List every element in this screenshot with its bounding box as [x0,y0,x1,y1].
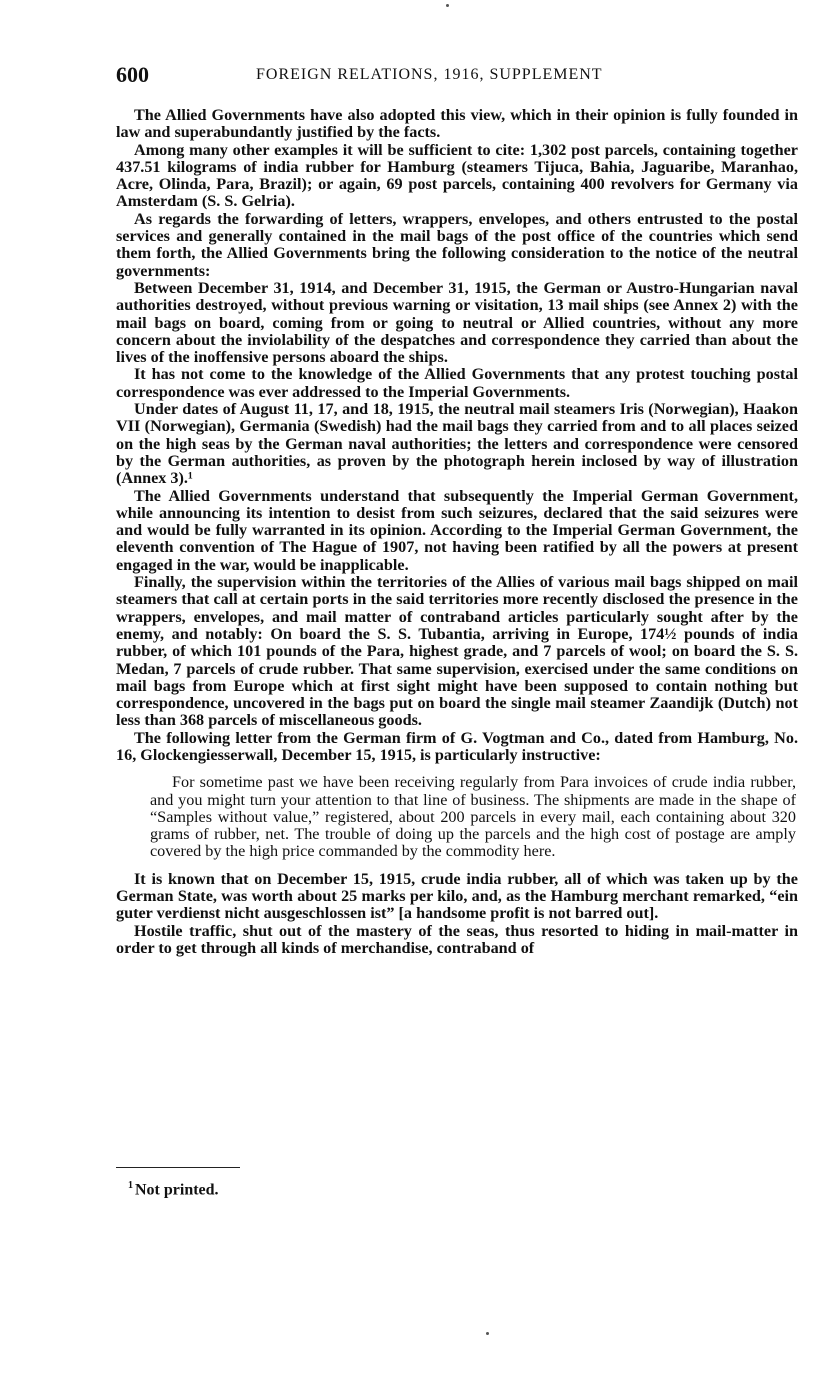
footnote [128,1180,219,1199]
scan-speck [486,1332,489,1335]
page-number: 600 [116,62,149,87]
running-title: FOREIGN RELATIONS, 1916, SUPPLEMENT [256,66,603,83]
footnote-marker: 1 [128,1180,133,1191]
paragraph: It has not come to the knowledge of the Allied Governments that any protest touching postal correspondence was ever addressed to the Imperial Governments. [116,365,798,401]
body-text [116,107,798,957]
paragraph: As regards the forwarding of letters, wrappers, envelopes, and others entrusted to the postal services and generally contained in the mail bags of the post office of the countries which send them forth, the Allied Governments bring the following consideration to the notice of the neutral governments: [116,209,798,280]
paragraph: It is known that on December 15, 1915, crude india rubber, all of which was taken up by the German State, was worth about 25 marks per kilo, and, as the Hamburg merchant remarked, “ein guter verdienst nicht ausgeschlossen ist” [a handsome profit is not barred out]. [116,869,798,923]
scan-speck [446,4,449,7]
paragraph: Among many other examples it will be sufficient to cite: 1,302 post parcels, containing together 437.51 kilograms of india rubber for Hamburg (steamers Tijuca, Bahia, Jaguaribe, Maranhao, Acre, Olinda, Para, Brazil); or again, 69 post parcels, containing 400 revolvers for Germany via Amsterdam (S. S. Gelria). [116,140,798,211]
footnote-text: Not printed. [135,1181,219,1199]
paragraph: Finally, the supervision within the territories of the Allies of various mail bags shipped on mail steamers that call at certain ports in the said territories more recently disclosed the presence in the wrappers, envelopes, and mail matter of contraband articles particularly sought after by the enemy, and notably: On board the S. S. Tubantia, arriving in Europe, 174½ pounds of india rubber, of which 101 pounds of the Para, highest grade, and 7 parcels of wool; on board the S. S. Medan, 7 parcels of crude rubber. That same supervision, exercised under the same conditions on mail bags from Europe which at first sight might have been supposed to contain nothing but correspondence, uncovered in the bags put on board the single mail steamer Zaandijk (Dutch) not less than 368 parcels of miscellaneous goods. [116,573,798,730]
paragraph: The Allied Governments have also adopted this view, which in their opinion is fully founded in law and superabundantly justified by the facts. [116,106,798,142]
paragraph: Under dates of August 11, 17, and 18, 1915, the neutral mail steamers Iris (Norwegian), Haakon VII (Norwegian), Germania (Swedish) had the mail bags they carried from and to all places seized on the high seas by the German naval authorities; the letters and correspondence were censored by the German authorities, as proven by the photograph herein inclosed by way of illustration (Annex 3).¹ [116,400,798,488]
block-quote: For sometime past we have been receiving regularly from Para invoices of crude india rubber, and you might turn your attention to that line of business. The shipments are made in the shape of “Samples without value,” registered, about 200 parcels in every mail, each containing about 320 grams of rubber, net. The trouble of doing up the parcels and the high cost of postage are amply covered by the high price commanded by the commodity here. [150,773,796,861]
footnote-rule [116,1167,240,1168]
paragraph: The following letter from the German firm of G. Vogtman and Co., dated from Hamburg, No. 16, Glockengiesserwall, December 15, 1915, is particularly instructive: [116,728,798,764]
paragraph: Hostile traffic, shut out of the mastery of the seas, thus resorted to hiding in mail-matter in order to get through all kinds of merchandise, contraband of [116,921,798,957]
paragraph: The Allied Governments understand that subsequently the Imperial German Government, while announcing its intention to desist from such seizures, declared that the said seizures were and would be fully warranted in its opinion. According to the Imperial German Government, the eleventh convention of The Hague of 1907, not having been ratified by all the powers at present engaged in the war, would be inapplicable. [116,486,798,574]
page-header [116,62,800,88]
paragraph: Between December 31, 1914, and December 31, 1915, the German or Austro-Hungarian naval authorities destroyed, without previous warning or visitation, 13 mail ships (see Annex 2) with the mail bags on board, coming from or going to neutral or Allied countries, without any more concern about the inviolability of the despatches and correspondence they carried than about the lives of the inoffensive persons aboard the ships. [116,278,798,367]
